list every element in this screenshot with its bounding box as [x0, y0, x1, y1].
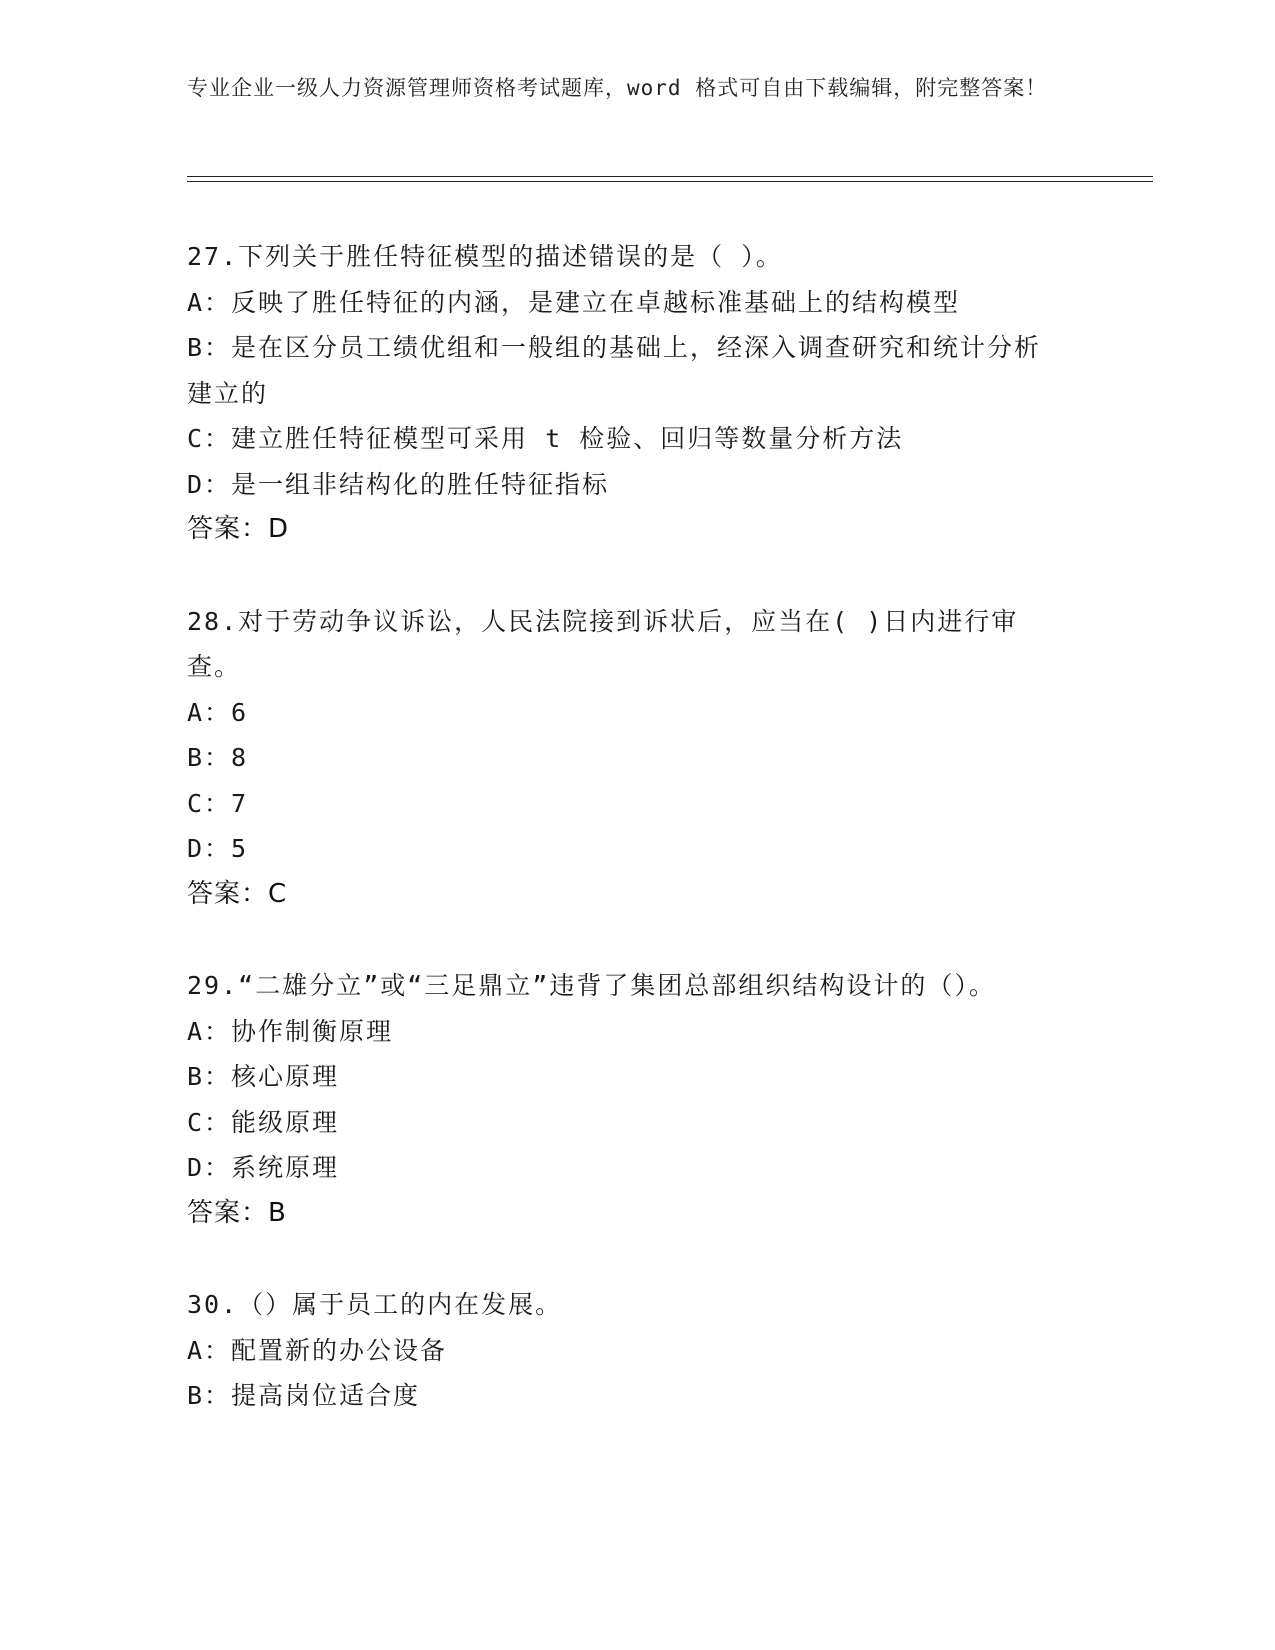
option-b: B：8 [187, 743, 249, 772]
header-divider-top [187, 176, 1153, 177]
question-29 [187, 963, 1067, 1236]
document-header: 专业企业一级人力资源管理师资格考试题库，word 格式可自由下载编辑，附完整答案！ [187, 76, 1048, 100]
option-c: C：建立胜任特征模型可采用 t 检验、回归等数量分析方法 [187, 424, 904, 453]
header-divider-bottom [187, 181, 1153, 182]
option-c: C：7 [187, 788, 249, 818]
question-27 [187, 234, 1067, 553]
question-stem: 29.“二雄分立”或“三足鼎立”违背了集团总部组织结构设计的（）。 [187, 971, 996, 1000]
question-stem: 30.（）属于员工的内在发展。 [187, 1290, 563, 1319]
option-d: D：系统原理 [187, 1153, 340, 1182]
answer: 答案：D [187, 514, 290, 544]
question-list [187, 234, 1067, 1465]
answer: 答案：C [187, 878, 288, 909]
question-stem: 27.下列关于胜任特征模型的描述错误的是（ ）。 [187, 242, 783, 271]
option-b: B：核心原理 [187, 1062, 340, 1091]
option-a: A：配置新的办公设备 [187, 1335, 448, 1365]
option-a: A：反映了胜任特征的内涵，是建立在卓越标准基础上的结构模型 [187, 287, 961, 317]
option-b: B：提高岗位适合度 [187, 1381, 421, 1410]
option-a: A：协作制衡原理 [187, 1016, 394, 1046]
option-c: C：能级原理 [187, 1107, 340, 1137]
option-b: B：是在区分员工绩优组和一般组的基础上，经深入调查研究和统计分析建立的 [187, 333, 1042, 408]
question-stem: 28.对于劳动争议诉讼，人民法院接到诉状后，应当在( )日内进行审查。 [187, 606, 1019, 681]
question-28 [187, 599, 1067, 918]
answer: 答案：B [187, 1197, 287, 1228]
option-a: A：6 [187, 697, 249, 727]
option-d: D：是一组非结构化的胜任特征指标 [187, 469, 610, 499]
option-d: D：5 [187, 834, 249, 863]
question-30 [187, 1282, 1067, 1419]
